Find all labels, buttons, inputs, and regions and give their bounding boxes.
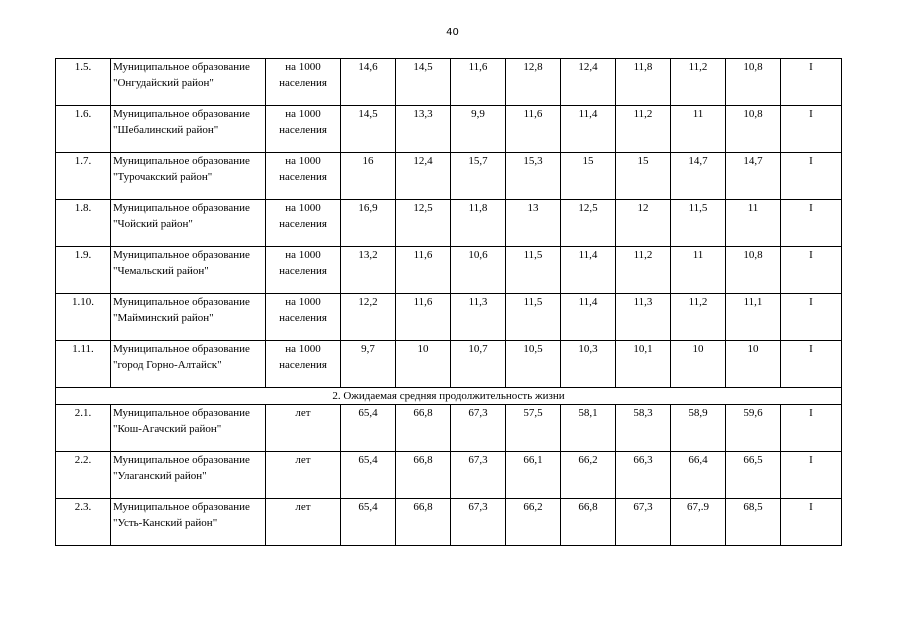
table-row xyxy=(56,452,842,499)
value-cell: 66,8 xyxy=(561,499,616,546)
municipality-name-cell: Муниципальное образование "Чемальский район" xyxy=(111,247,266,294)
table-row xyxy=(56,294,842,341)
value-cell: 12,8 xyxy=(506,59,561,106)
value-cell: 10,8 xyxy=(726,106,781,153)
category-cell: I xyxy=(781,405,842,452)
table-row xyxy=(56,499,842,546)
unit-cell: на 1000 населения xyxy=(266,294,341,341)
value-cell: 65,4 xyxy=(341,405,396,452)
table-row xyxy=(56,153,842,200)
row-number-cell: 2.2. xyxy=(56,452,111,499)
value-cell: 12,2 xyxy=(341,294,396,341)
value-cell: 14,7 xyxy=(726,153,781,200)
value-cell: 11,6 xyxy=(506,106,561,153)
value-cell: 10 xyxy=(726,341,781,388)
row-number-cell: 1.11. xyxy=(56,341,111,388)
value-cell: 68,5 xyxy=(726,499,781,546)
row-number-cell: 1.5. xyxy=(56,59,111,106)
value-cell: 10,5 xyxy=(506,341,561,388)
value-cell: 67,.9 xyxy=(671,499,726,546)
municipality-name-cell: Муниципальное образование "Улаганский район" xyxy=(111,452,266,499)
category-cell: I xyxy=(781,106,842,153)
category-cell: I xyxy=(781,341,842,388)
value-cell: 66,8 xyxy=(396,452,451,499)
category-cell: I xyxy=(781,294,842,341)
municipality-name-cell: Муниципальное образование "Шебалинский район" xyxy=(111,106,266,153)
row-number-cell: 1.6. xyxy=(56,106,111,153)
table-row xyxy=(56,59,842,106)
value-cell: 58,3 xyxy=(616,405,671,452)
value-cell: 67,3 xyxy=(451,499,506,546)
value-cell: 66,3 xyxy=(616,452,671,499)
value-cell: 11,2 xyxy=(671,294,726,341)
municipality-name-cell: Муниципальное образование "город Горно-Алтайск" xyxy=(111,341,266,388)
value-cell: 66,1 xyxy=(506,452,561,499)
category-cell: I xyxy=(781,200,842,247)
value-cell: 11,3 xyxy=(451,294,506,341)
unit-cell: на 1000 населения xyxy=(266,200,341,247)
table-row xyxy=(56,247,842,294)
value-cell: 12,5 xyxy=(561,200,616,247)
value-cell: 11,4 xyxy=(561,106,616,153)
value-cell: 66,5 xyxy=(726,452,781,499)
table-row xyxy=(56,106,842,153)
table-row xyxy=(56,341,842,388)
row-number-cell: 1.8. xyxy=(56,200,111,247)
value-cell: 15,3 xyxy=(506,153,561,200)
row-number-cell: 2.1. xyxy=(56,405,111,452)
value-cell: 16,9 xyxy=(341,200,396,247)
value-cell: 10 xyxy=(671,341,726,388)
value-cell: 11,2 xyxy=(616,247,671,294)
row-number-cell: 1.10. xyxy=(56,294,111,341)
municipality-name-cell: Муниципальное образование "Кош-Агачский район" xyxy=(111,405,266,452)
value-cell: 10,8 xyxy=(726,247,781,294)
value-cell: 12,4 xyxy=(561,59,616,106)
value-cell: 14,5 xyxy=(341,106,396,153)
category-cell: I xyxy=(781,452,842,499)
value-cell: 59,6 xyxy=(726,405,781,452)
municipality-name-cell: Муниципальное образование "Чойский район" xyxy=(111,200,266,247)
unit-cell: на 1000 населения xyxy=(266,247,341,294)
value-cell: 11,8 xyxy=(451,200,506,247)
value-cell: 66,4 xyxy=(671,452,726,499)
value-cell: 11,4 xyxy=(561,294,616,341)
row-number-cell: 2.3. xyxy=(56,499,111,546)
row-number-cell: 1.7. xyxy=(56,153,111,200)
value-cell: 66,2 xyxy=(506,499,561,546)
value-cell: 12,5 xyxy=(396,200,451,247)
value-cell: 10,1 xyxy=(616,341,671,388)
value-cell: 12,4 xyxy=(396,153,451,200)
section-heading: 2. Ожидаемая средняя продолжительность жизни xyxy=(56,388,842,405)
category-cell: I xyxy=(781,499,842,546)
unit-cell: лет xyxy=(266,452,341,499)
value-cell: 15 xyxy=(561,153,616,200)
value-cell: 11,5 xyxy=(671,200,726,247)
value-cell: 10 xyxy=(396,341,451,388)
value-cell: 13,3 xyxy=(396,106,451,153)
category-cell: I xyxy=(781,59,842,106)
table-body xyxy=(56,59,842,546)
municipality-name-cell: Муниципальное образование "Турочакский район" xyxy=(111,153,266,200)
value-cell: 11,5 xyxy=(506,294,561,341)
value-cell: 66,2 xyxy=(561,452,616,499)
table-row xyxy=(56,405,842,452)
unit-cell: на 1000 населения xyxy=(266,106,341,153)
value-cell: 9,7 xyxy=(341,341,396,388)
value-cell: 16 xyxy=(341,153,396,200)
value-cell: 11,1 xyxy=(726,294,781,341)
unit-cell: на 1000 населения xyxy=(266,341,341,388)
municipality-name-cell: Муниципальное образование "Усть-Канский район" xyxy=(111,499,266,546)
value-cell: 58,1 xyxy=(561,405,616,452)
page-number: 40 xyxy=(446,27,459,38)
value-cell: 67,3 xyxy=(451,405,506,452)
value-cell: 10,6 xyxy=(451,247,506,294)
value-cell: 66,8 xyxy=(396,405,451,452)
unit-cell: на 1000 населения xyxy=(266,153,341,200)
category-cell: I xyxy=(781,247,842,294)
value-cell: 11,3 xyxy=(616,294,671,341)
value-cell: 66,8 xyxy=(396,499,451,546)
unit-cell: на 1000 населения xyxy=(266,59,341,106)
value-cell: 15,7 xyxy=(451,153,506,200)
value-cell: 11,4 xyxy=(561,247,616,294)
unit-cell: лет xyxy=(266,499,341,546)
value-cell: 11,6 xyxy=(396,247,451,294)
municipality-name-cell: Муниципальное образование "Онгудайский район" xyxy=(111,59,266,106)
value-cell: 67,3 xyxy=(616,499,671,546)
value-cell: 11 xyxy=(671,106,726,153)
value-cell: 65,4 xyxy=(341,499,396,546)
value-cell: 11 xyxy=(726,200,781,247)
value-cell: 10,7 xyxy=(451,341,506,388)
value-cell: 15 xyxy=(616,153,671,200)
section-heading-row xyxy=(56,388,842,405)
value-cell: 14,5 xyxy=(396,59,451,106)
value-cell: 12 xyxy=(616,200,671,247)
value-cell: 58,9 xyxy=(671,405,726,452)
row-number-cell: 1.9. xyxy=(56,247,111,294)
table-row xyxy=(56,200,842,247)
value-cell: 14,6 xyxy=(341,59,396,106)
category-cell: I xyxy=(781,153,842,200)
municipality-name-cell: Муниципальное образование "Майминский район" xyxy=(111,294,266,341)
value-cell: 11,6 xyxy=(396,294,451,341)
indicator-table xyxy=(55,58,842,546)
value-cell: 67,3 xyxy=(451,452,506,499)
value-cell: 11,6 xyxy=(451,59,506,106)
value-cell: 13 xyxy=(506,200,561,247)
value-cell: 11 xyxy=(671,247,726,294)
unit-cell: лет xyxy=(266,405,341,452)
value-cell: 9,9 xyxy=(451,106,506,153)
value-cell: 65,4 xyxy=(341,452,396,499)
value-cell: 14,7 xyxy=(671,153,726,200)
value-cell: 11,2 xyxy=(616,106,671,153)
value-cell: 10,3 xyxy=(561,341,616,388)
value-cell: 10,8 xyxy=(726,59,781,106)
value-cell: 11,5 xyxy=(506,247,561,294)
value-cell: 11,2 xyxy=(671,59,726,106)
value-cell: 57,5 xyxy=(506,405,561,452)
value-cell: 11,8 xyxy=(616,59,671,106)
value-cell: 13,2 xyxy=(341,247,396,294)
